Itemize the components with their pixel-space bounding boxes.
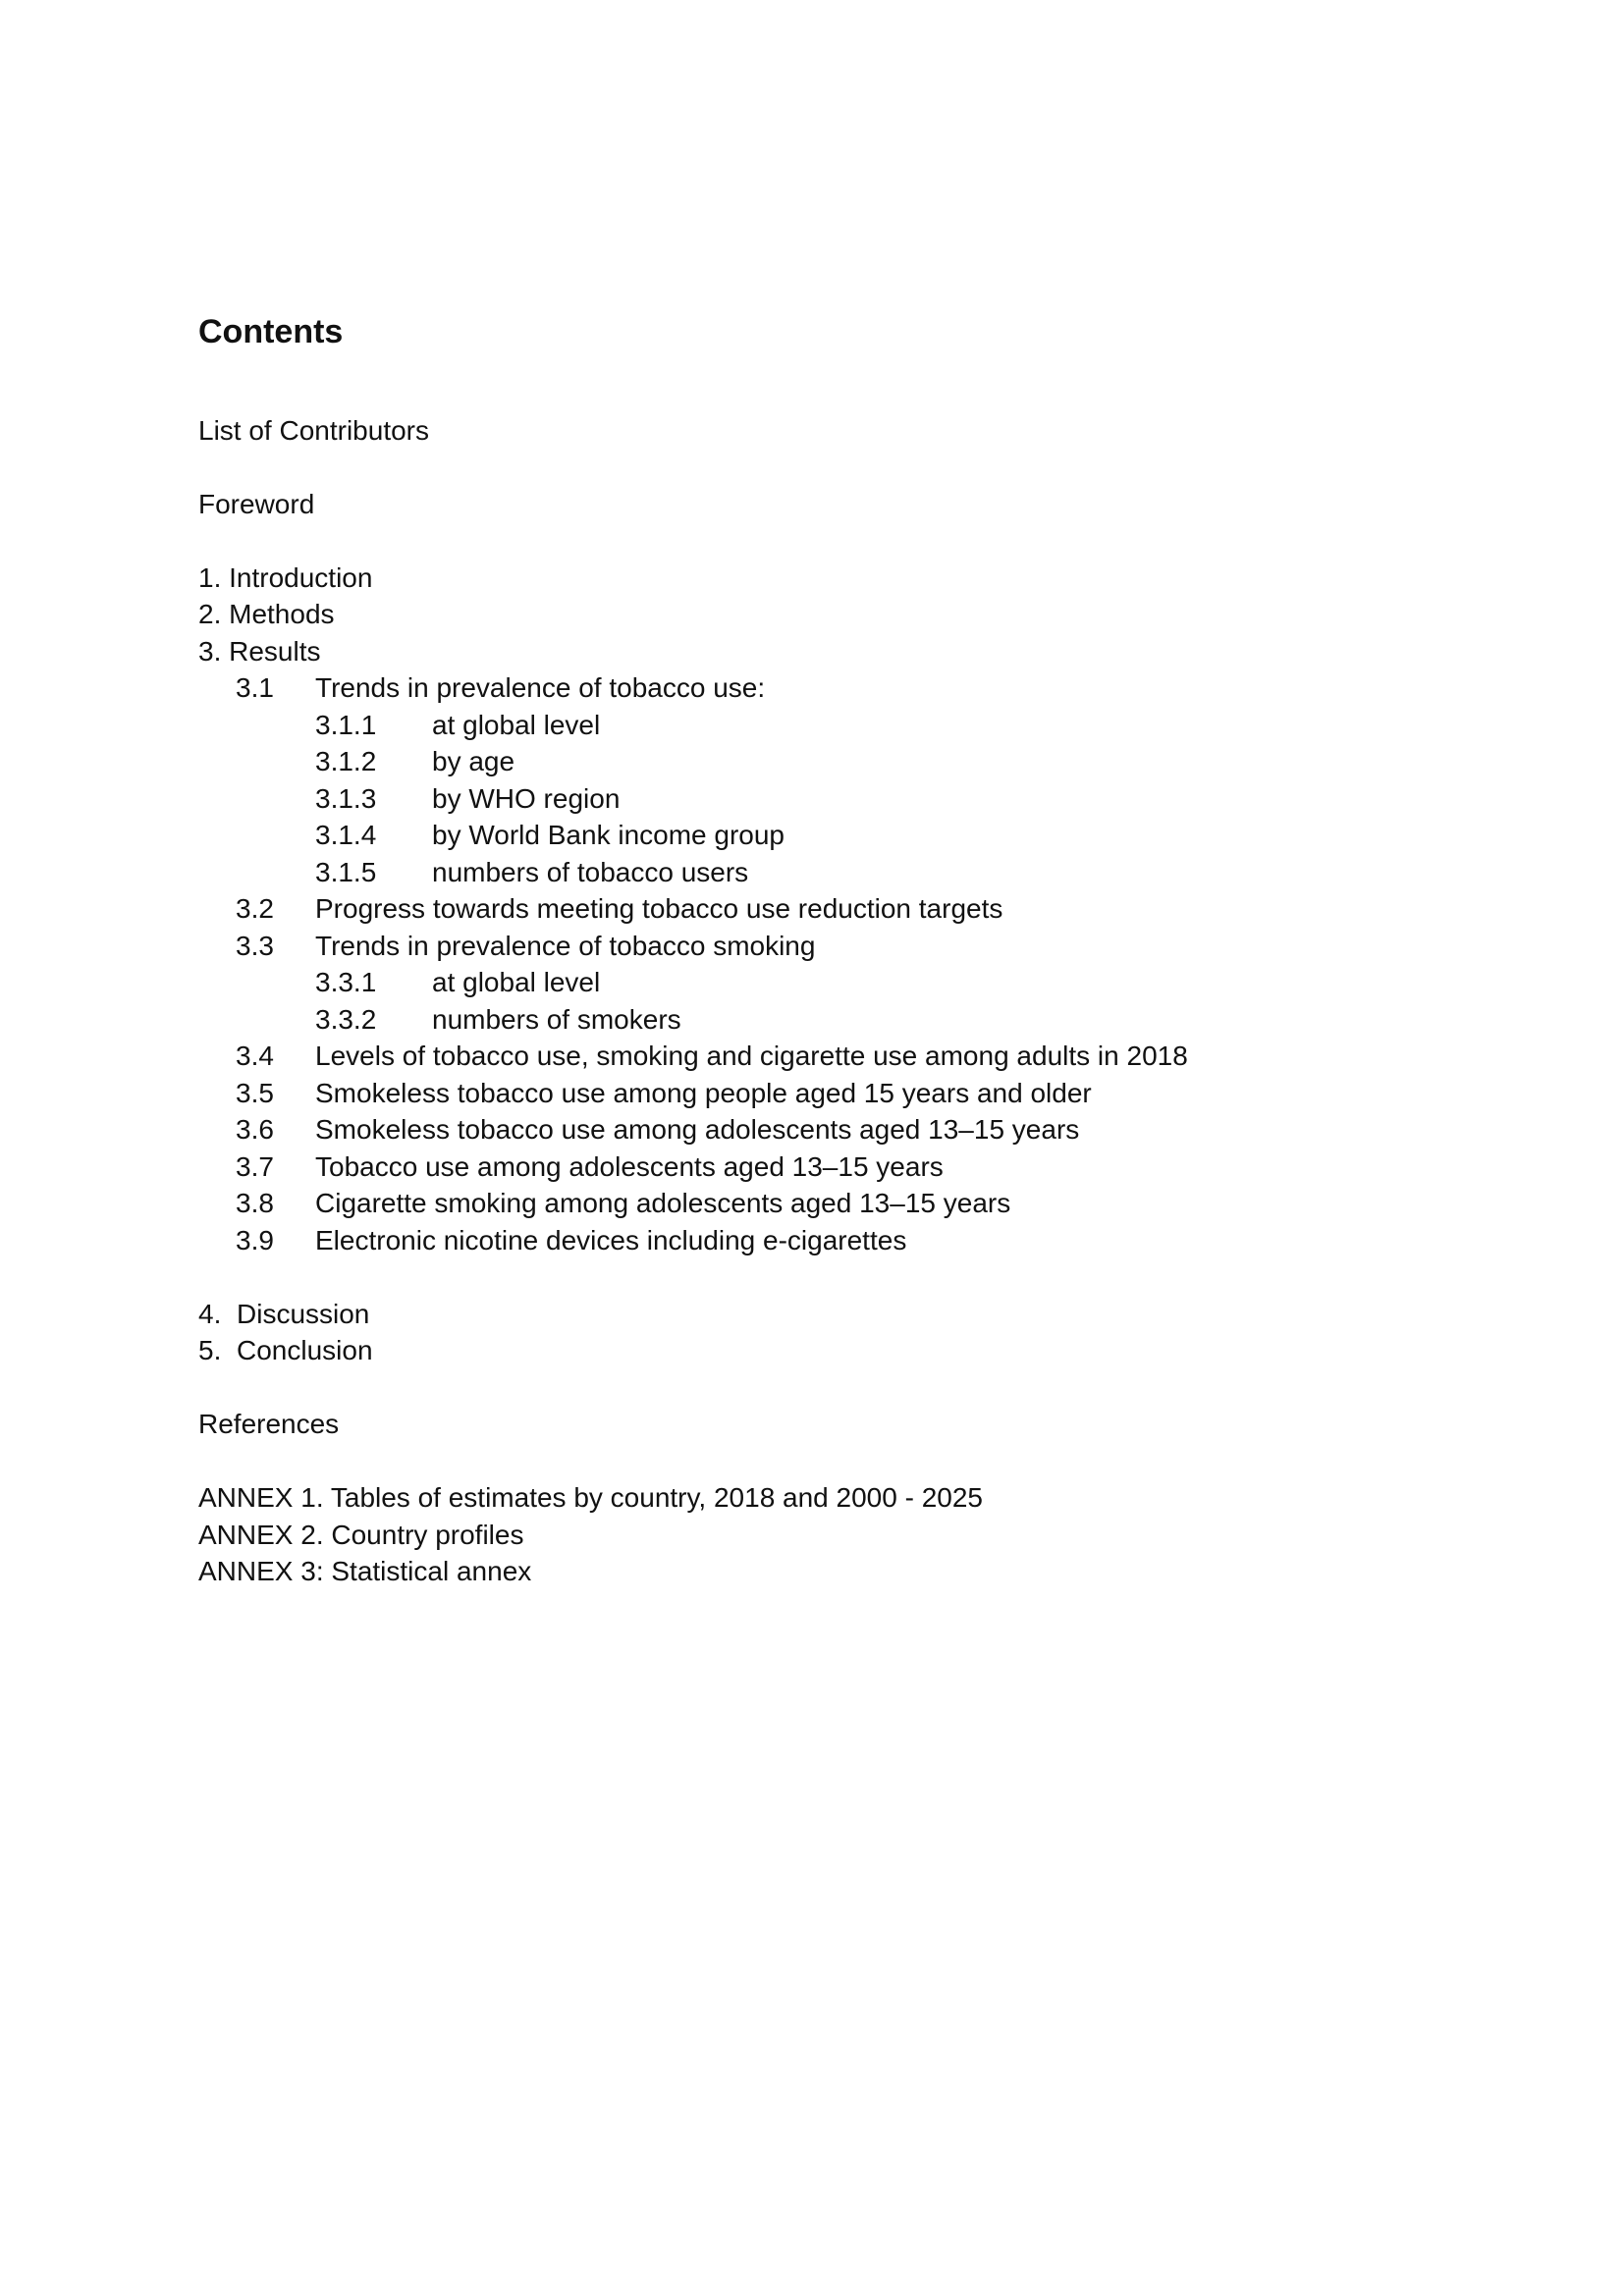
toc-entry-number: 3.2 bbox=[236, 893, 274, 924]
toc-entry-label: Trends in prevalence of tobacco smoking bbox=[315, 931, 816, 961]
toc-entry-label: List of Contributors bbox=[198, 415, 429, 446]
toc-entry-list-of-contributors[interactable] bbox=[198, 412, 429, 449]
toc-entry-number: 3.1.4 bbox=[315, 820, 377, 850]
toc-entry-label: numbers of smokers bbox=[432, 1004, 681, 1035]
toc-entry-label: ANNEX 2. Country profiles bbox=[198, 1520, 524, 1550]
toc-entry-label: Electronic nicotine devices including e-cigarettes bbox=[315, 1225, 907, 1255]
toc-entry-number: 4. bbox=[198, 1299, 222, 1329]
toc-entry-number: 3.1.1 bbox=[315, 710, 377, 740]
toc-entry-foreword[interactable] bbox=[198, 486, 314, 522]
toc-entry-number: 3.3.1 bbox=[315, 967, 377, 997]
toc-entry-label: Levels of tobacco use, smoking and cigarette use among adults in 2018 bbox=[315, 1041, 1188, 1071]
toc-entry-references[interactable] bbox=[198, 1406, 339, 1442]
toc-entry-number: 3.9 bbox=[236, 1225, 274, 1255]
toc-entry-label: References bbox=[198, 1409, 340, 1439]
toc-entry-number: 3.5 bbox=[236, 1078, 274, 1108]
toc-entry-number: 3.1.2 bbox=[315, 746, 377, 776]
toc-entry-annex-3[interactable] bbox=[198, 1553, 531, 1589]
toc-entry-number: 3.8 bbox=[236, 1188, 274, 1218]
toc-entry-label: Discussion bbox=[237, 1299, 370, 1329]
toc-entry-label: Progress towards meeting tobacco use reduction targets bbox=[315, 893, 1003, 924]
toc-entry-label: at global level bbox=[432, 710, 601, 740]
toc-entry-label: Conclusion bbox=[237, 1335, 373, 1365]
toc-entry-results[interactable] bbox=[198, 633, 321, 669]
toc-entry-number: 3.1 bbox=[236, 672, 274, 703]
toc-entry-label: Foreword bbox=[198, 489, 315, 519]
toc-entry-label: Cigarette smoking among adolescents aged 13–15 years bbox=[315, 1188, 1011, 1218]
toc-entry-label: Trends in prevalence of tobacco use: bbox=[315, 672, 766, 703]
toc-entry-number: 3.7 bbox=[236, 1151, 274, 1182]
toc-entry-label: Tobacco use among adolescents aged 13–15 years bbox=[315, 1151, 944, 1182]
toc-entry-annex-1[interactable] bbox=[198, 1479, 983, 1516]
toc-entry-label: numbers of tobacco users bbox=[432, 857, 749, 887]
toc-entry-number: 5. bbox=[198, 1335, 222, 1365]
toc-entry-number: 3.4 bbox=[236, 1041, 274, 1071]
toc-entry-number: 3.6 bbox=[236, 1114, 274, 1145]
toc-entry-label: 3. Results bbox=[198, 636, 321, 667]
toc-entry-number: 3.3.2 bbox=[315, 1004, 377, 1035]
toc-entry-label: 2. Methods bbox=[198, 599, 335, 629]
toc-entry-label: ANNEX 1. Tables of estimates by country, 2018 and 2000 - 2025 bbox=[198, 1482, 983, 1513]
toc-entry-annex-2[interactable] bbox=[198, 1517, 523, 1553]
toc-entry-label: 1. Introduction bbox=[198, 562, 373, 593]
toc-entry-introduction[interactable] bbox=[198, 560, 372, 596]
toc-entry-number: 3.1.5 bbox=[315, 857, 377, 887]
toc-entry-number: 3.1.3 bbox=[315, 783, 377, 814]
toc-entry-methods[interactable] bbox=[198, 596, 335, 632]
page-title: Contents bbox=[198, 313, 344, 350]
toc-entry-label: ANNEX 3: Statistical annex bbox=[198, 1556, 532, 1586]
toc-entry-label: by World Bank income group bbox=[432, 820, 785, 850]
toc-entry-label: Smokeless tobacco use among adolescents aged 13–15 years bbox=[315, 1114, 1080, 1145]
toc-entry-label: at global level bbox=[432, 967, 601, 997]
toc-entry-label: by age bbox=[432, 746, 515, 776]
toc-entry-label: by WHO region bbox=[432, 783, 621, 814]
toc-entry-label: Smokeless tobacco use among people aged 15 years and older bbox=[315, 1078, 1092, 1108]
toc-entry-number: 3.3 bbox=[236, 931, 274, 961]
